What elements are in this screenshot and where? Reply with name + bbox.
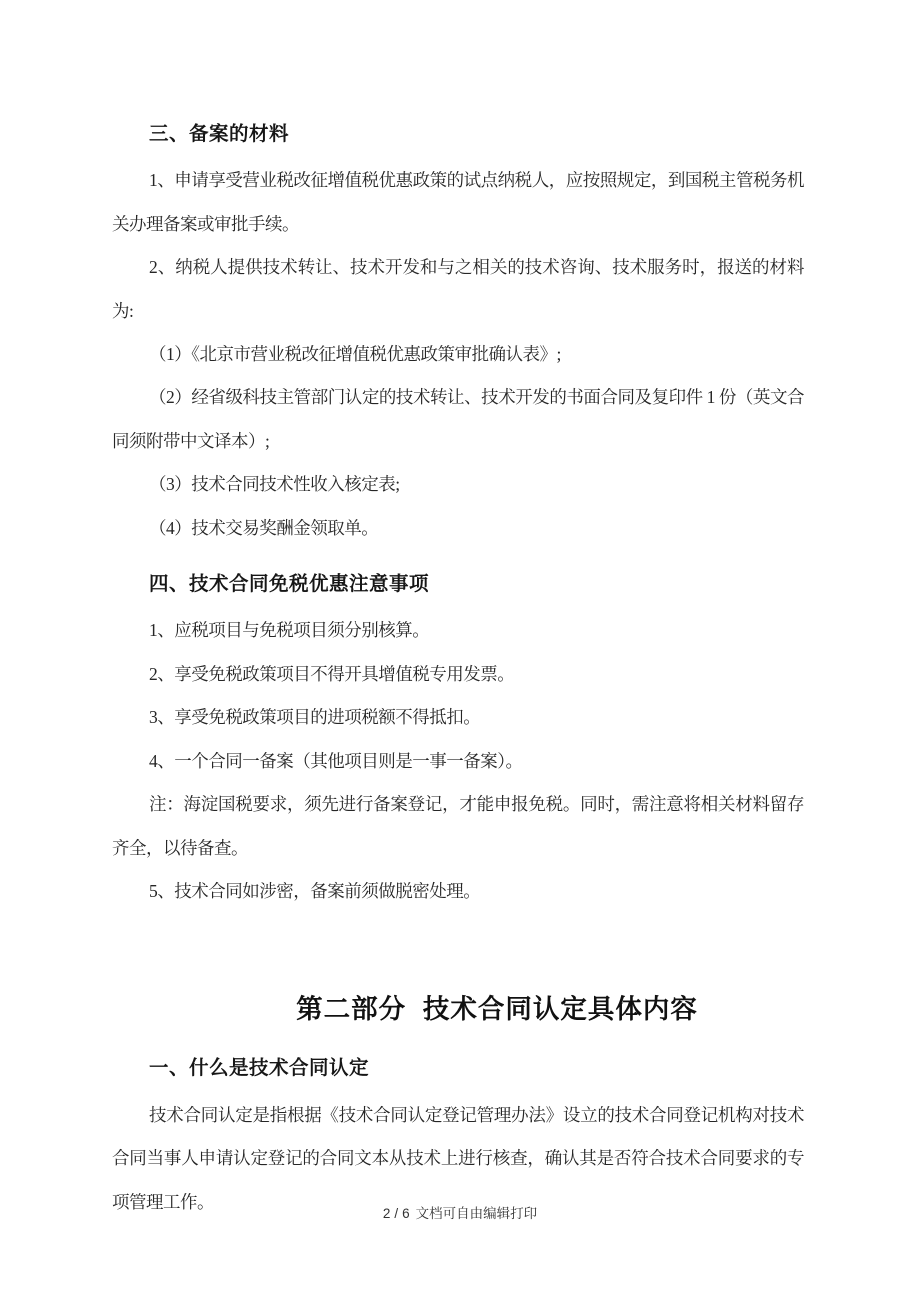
section-heading-tax-exemption-notes: 四、技术合同免税优惠注意事项 xyxy=(149,573,430,596)
paragraph-taxpayer-filing: 1、申请享受营业税改征增值税优惠政策的试点纳税人，应按照规定，到国税主管税务机关办理备案或审批手续。 xyxy=(112,170,804,234)
list-item-declassification: 5、技术合同如涉密，备案前须做脱密处理。 xyxy=(149,880,481,901)
page-footer xyxy=(0,1202,920,1222)
footer-note: 文档可自由编辑打印 xyxy=(415,1206,538,1221)
part-two-title: 第二部分 技术合同认定具体内容 xyxy=(296,994,698,1025)
list-item-reward-receipt: （4）技术交易奖酬金领取单。 xyxy=(149,517,379,538)
paragraph-materials-intro: 2、纳税人提供技术转让、技术开发和与之相关的技术咨询、技术服务时，报送的材料为: xyxy=(112,257,804,321)
footer-page-count: 6 xyxy=(402,1206,410,1221)
list-item-one-contract-one-filing: 4、一个合同一备案（其他项目则是一事一备案）。 xyxy=(149,750,523,771)
document-content xyxy=(112,113,804,1224)
footer-page-separator: / xyxy=(394,1206,399,1221)
paragraph-certification-definition: 技术合同认定是指根据《技术合同认定登记管理办法》设立的技术合同登记机构对技术合同当事人申请认定登记的合同文本从技术上进行核查，确认其是否符合技术合同要求的专项管理工作。 xyxy=(112,1104,804,1212)
list-item-separate-accounting: 1、应税项目与免税项目须分别核算。 xyxy=(149,620,430,641)
paragraph-haidian-note: 注：海淀国税要求，须先进行备案登记，才能申报免税。同时，需注意将相关材料留存齐全，以待备查。 xyxy=(112,794,804,858)
footer-page-number: 2 xyxy=(382,1206,391,1221)
list-item-no-input-tax-deduction: 3、享受免税政策项目的进项税额不得抵扣。 xyxy=(149,707,481,728)
section-heading-what-is-certification: 一、什么是技术合同认定 xyxy=(149,1057,370,1080)
list-item-written-contract: （2）经省级科技主管部门认定的技术转让、技术开发的书面合同及复印件 1 份（英文合同须附带中文译本）; xyxy=(112,387,804,451)
list-item-income-verification-form: （3）技术合同技术性收入核定表; xyxy=(149,474,400,495)
list-item-confirmation-form: （1）《北京市营业税改征增值税优惠政策审批确认表》; xyxy=(149,344,561,365)
list-item-no-special-invoice: 2、享受免税政策项目不得开具增值税专用发票。 xyxy=(149,663,515,684)
section-heading-backup-materials: 三、备案的材料 xyxy=(149,123,290,145)
